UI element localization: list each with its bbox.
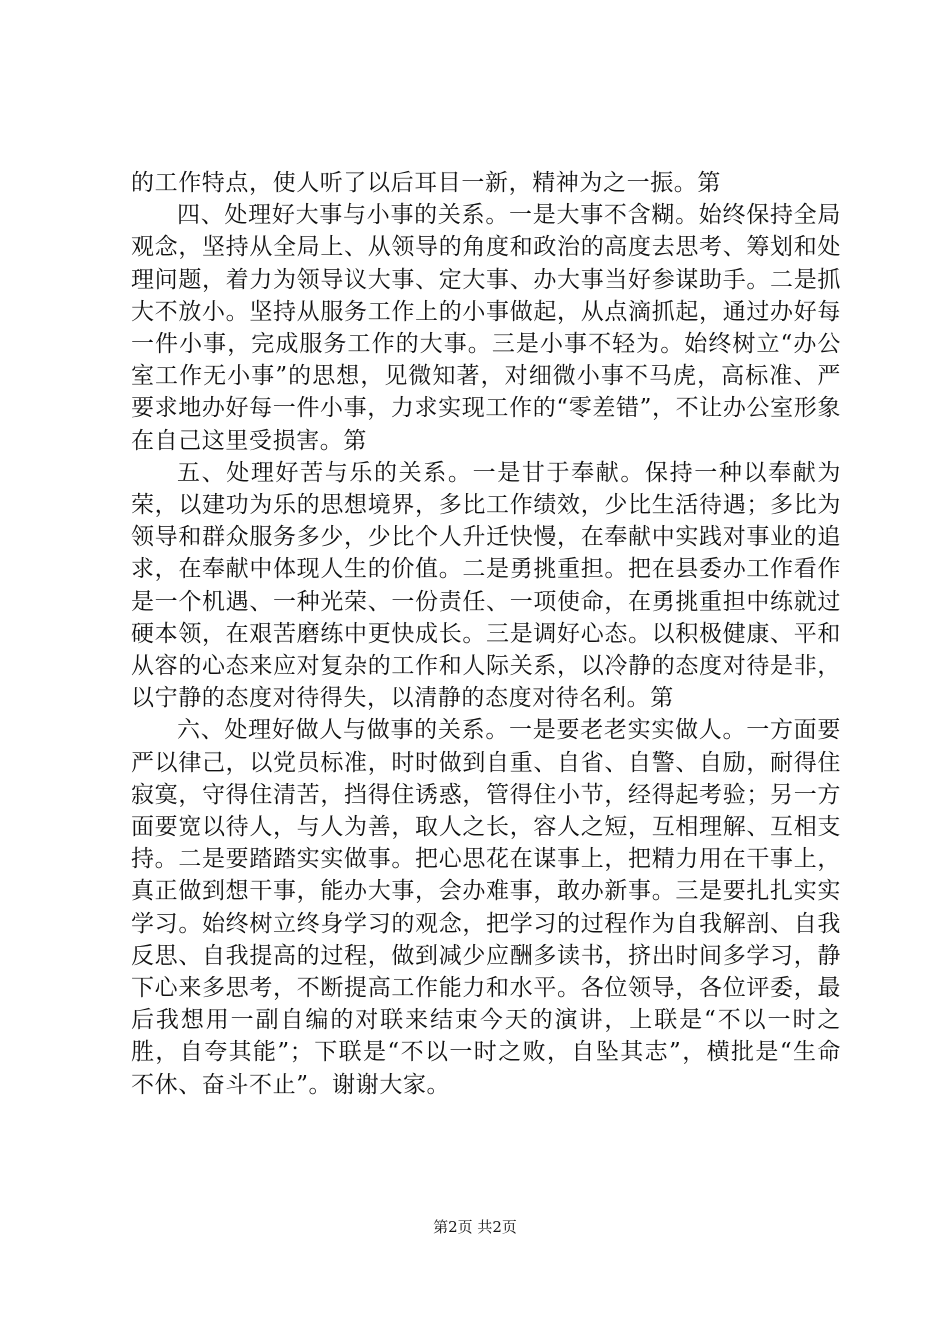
paragraph-section-six: 六、处理好做人与做事的关系。一是要老老实实做人。一方面要严以律己，以党员标准，时时做到自重、自省、自警、自励，耐得住寂寞，守得住清苦，挡得住诱惑，管得住小节，经得起考验；另一方面要宽以待人，与人为善，取人之长，容人之短，互相理解、互相支持。二是要踏踏实实做事。把心思花在谋事上，把精力用在干事上，真正做到想干事，能办大事，会办难事，敢办新事。三是要扎扎实实学习。始终树立终身学习的观念，把学习的过程作为自我解剖、自我反思、自我提高的过程，做到减少应酬多读书，挤出时间多学习，静下心来多思考，不断提高工作能力和水平。各位领导，各位评委，最后我想用一副自编的对联来结束今天的演讲，上联是“不以一时之胜，自夸其能”；下联是“不以一时之败，自坠其志”，横批是“生命不休、奋斗不止”。谢谢大家。	[131, 717, 841, 1098]
paragraph-continuation: 的工作特点，使人听了以后耳目一新，精神为之一振。第	[131, 170, 721, 196]
paragraph-section-five: 五、处理好苦与乐的关系。一是甘于奉献。保持一种以奉献为荣，以建功为乐的思想境界，多比工作绩效，少比生活待遇；多比为领导和群众服务多少，少比个人升迁快慢，在奉献中实践对事业的追求，在奉献中体现人生的价值。二是勇挑重担。把在县委办工作看作是一个机遇、一种光荣、一份责任、一项使命，在勇挑重担中练就过硬本领，在艰苦磨练中更快成长。三是调好心态。以积极健康、平和从容的心态来应对复杂的工作和人际关系，以冷静的态度对待是非，以宁静的态度对待得失，以清静的态度对待名利。第	[131, 459, 841, 712]
document-body	[131, 167, 841, 1101]
page-number-footer: 第2页 共2页	[433, 1218, 517, 1236]
paragraph-section-four: 四、处理好大事与小事的关系。一是大事不含糊。始终保持全局观念，坚持从全局上、从领导的角度和政治的高度去思考、筹划和处理问题，着力为领导议大事、定大事、办大事当好参谋助手。二是抓大不放小。坚持从服务工作上的小事做起，从点滴抓起，通过办好每一件小事，完成服务工作的大事。三是小事不轻为。始终树立“办公室工作无小事”的思想，见微知著，对细微小事不马虎，高标准、严要求地办好每一件小事，力求实现工作的“零差错”，不让办公室形象在自己这里受损害。第	[131, 202, 841, 454]
